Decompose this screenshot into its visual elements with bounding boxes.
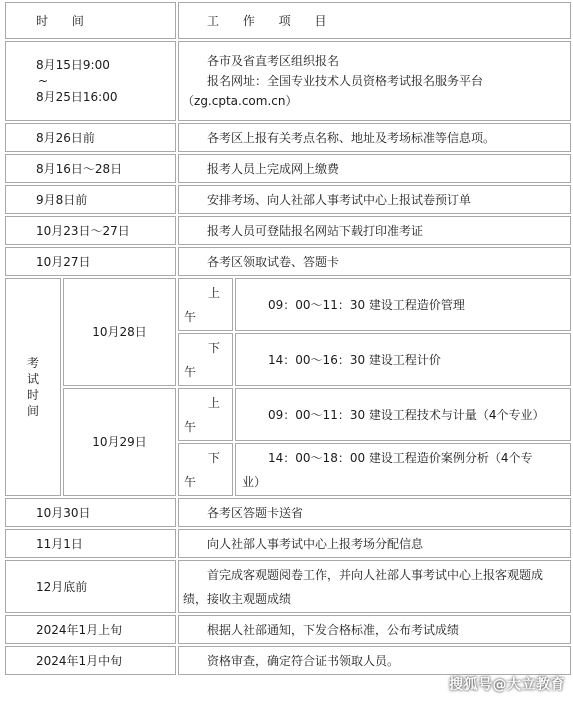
schedule-row xyxy=(5,123,571,152)
row-time: 2024年1月上旬 xyxy=(5,615,176,644)
schedule-row xyxy=(5,646,571,675)
schedule-row xyxy=(5,615,571,644)
row-work-line1: 首完成客观题阅卷工作，并向人社部人事考试中心上报客观题成 xyxy=(207,567,544,582)
session-detail: 09：00～11：30 建设工程造价管理 xyxy=(235,278,571,331)
row-work: 向人社部人事考试中心上报考场分配信息 xyxy=(178,529,571,558)
registration-row xyxy=(5,41,571,121)
schedule-row xyxy=(5,185,571,214)
row-work: 各考区领取试卷、答题卡 xyxy=(178,247,571,276)
session-half-b: 午 xyxy=(184,419,197,434)
row-work-line2: 绩，接收主观题成绩 xyxy=(183,591,292,606)
session-half xyxy=(178,278,233,331)
session-half xyxy=(178,333,233,386)
registration-line3: （zg.cpta.com.cn） xyxy=(182,94,298,108)
session-half xyxy=(178,443,233,496)
session-half-b: 午 xyxy=(184,364,197,379)
row-work: 各考区答题卡送省 xyxy=(178,498,571,527)
registration-time-start: 8月15日9:00 xyxy=(36,58,110,72)
registration-line2: 报名网址：全国专业技术人员资格考试报名服务平台 xyxy=(207,74,484,88)
row-work xyxy=(178,560,571,613)
exam-label-char: 时 xyxy=(26,388,39,402)
registration-work xyxy=(178,41,571,121)
session-detail: 14：00～16：30 建设工程计价 xyxy=(235,333,571,386)
registration-line1: 各市及省直考区组织报名 xyxy=(207,54,340,68)
session-half-a: 上 xyxy=(208,285,221,300)
row-work: 各考区上报有关考点名称、地址及考场标准等信息项。 xyxy=(178,123,571,152)
schedule-row xyxy=(5,247,571,276)
exam-session-row xyxy=(5,278,571,331)
registration-time xyxy=(5,41,176,121)
row-time: 8月26日前 xyxy=(5,123,176,152)
session-detail-line1: 14：00～18：00 建设工程造价案例分析（4个专 xyxy=(268,450,533,465)
session-half xyxy=(178,388,233,441)
session-half-b: 午 xyxy=(184,309,197,324)
schedule-row xyxy=(5,216,571,245)
session-detail: 09：00～11：30 建设工程技术与计量（4个专业） xyxy=(235,388,571,441)
row-time: 10月23日～27日 xyxy=(5,216,176,245)
exam-label-char: 试 xyxy=(26,372,39,386)
row-work: 安排考场、向人社部人事考试中心上报试卷预订单 xyxy=(178,185,571,214)
session-detail-line2: 业） xyxy=(242,474,267,489)
row-time: 9月8日前 xyxy=(5,185,176,214)
session-half-b: 午 xyxy=(184,474,197,489)
exam-label-char: 考 xyxy=(26,356,39,370)
row-time: 10月30日 xyxy=(5,498,176,527)
row-time: 8月16日～28日 xyxy=(5,154,176,183)
session-half-a: 下 xyxy=(208,340,221,355)
row-work: 资格审查，确定符合证书领取人员。 xyxy=(178,646,571,675)
exam-time-label xyxy=(5,278,61,496)
row-time: 11月1日 xyxy=(5,529,176,558)
row-time: 10月27日 xyxy=(5,247,176,276)
exam-schedule-table xyxy=(3,0,573,677)
header-work: 工 作 项 目 xyxy=(178,2,571,39)
exam-label-char: 间 xyxy=(26,404,39,418)
exam-session-row xyxy=(5,388,571,441)
exam-day-date: 10月28日 xyxy=(63,278,176,386)
schedule-row xyxy=(5,529,571,558)
session-detail xyxy=(235,443,571,496)
session-half-a: 上 xyxy=(208,395,221,410)
header-row xyxy=(5,2,571,39)
row-time: 2024年1月中旬 xyxy=(5,646,176,675)
registration-time-end: 8月25日16:00 xyxy=(36,90,118,104)
schedule-row xyxy=(5,560,571,613)
row-work: 报考人员可登陆报名网站下载打印准考证 xyxy=(178,216,571,245)
row-time: 12月底前 xyxy=(5,560,176,613)
schedule-row xyxy=(5,154,571,183)
exam-day-date: 10月29日 xyxy=(63,388,176,496)
row-work: 报考人员上完成网上缴费 xyxy=(178,154,571,183)
header-time: 时 间 xyxy=(5,2,176,39)
schedule-row xyxy=(5,498,571,527)
watermark: 搜狐号@大立教育 xyxy=(449,677,565,693)
session-half-a: 下 xyxy=(208,450,221,465)
row-work: 根据人社部通知，下发合格标准，公布考试成绩 xyxy=(178,615,571,644)
registration-time-sep: ~ xyxy=(38,74,49,88)
